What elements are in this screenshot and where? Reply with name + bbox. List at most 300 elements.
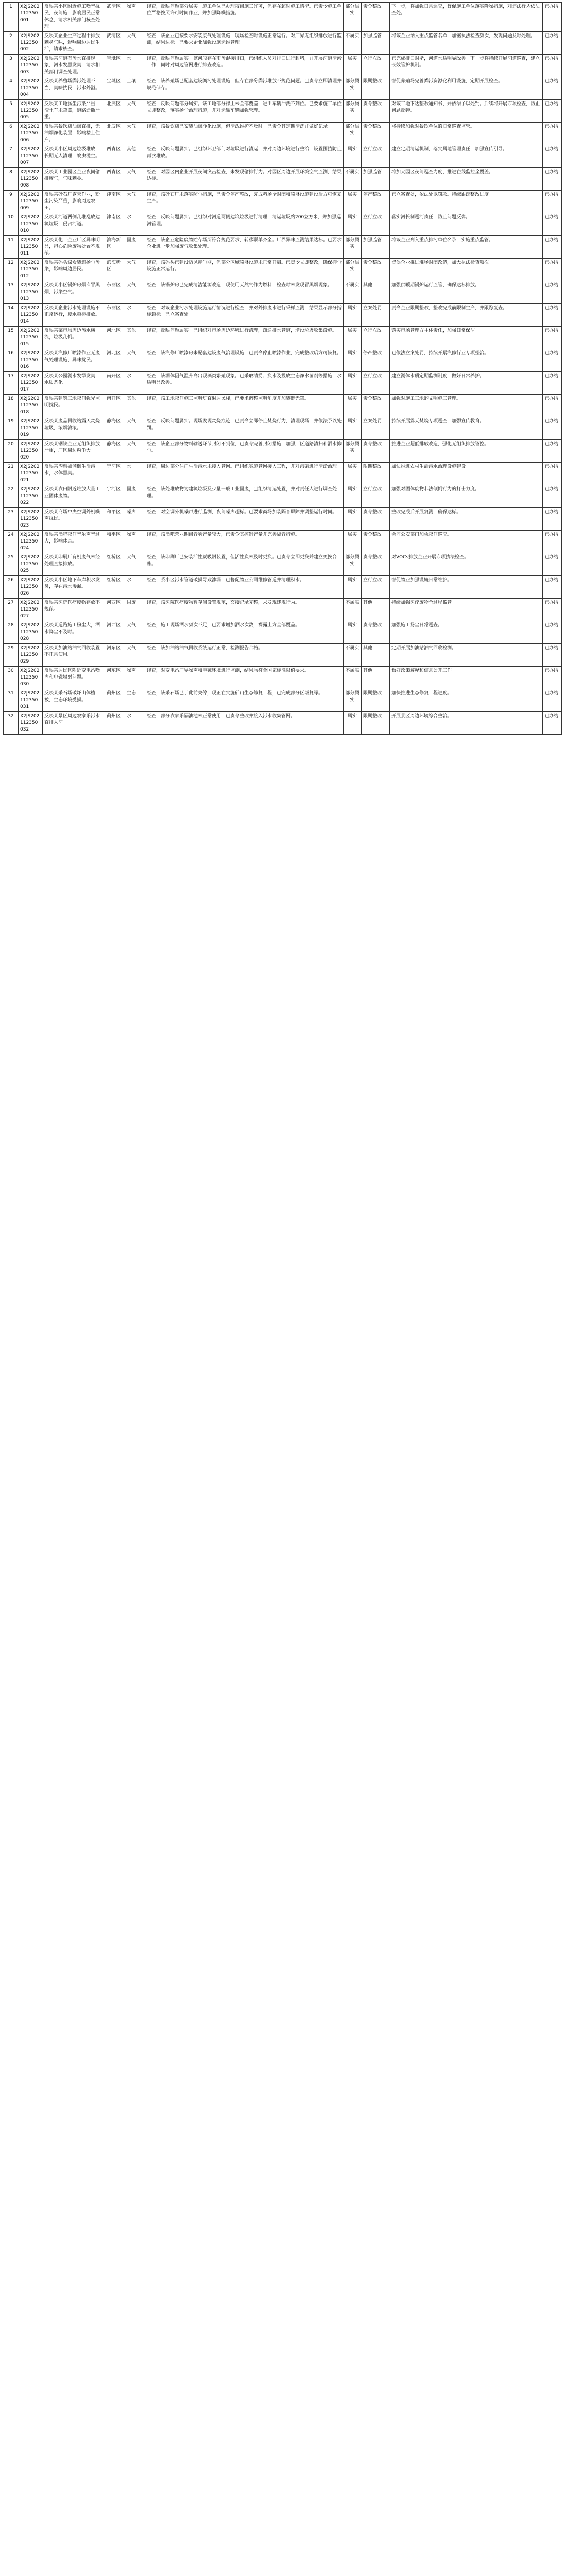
case-id: X2JS202112350020	[19, 440, 43, 463]
verification-status: 部分属实	[344, 3, 362, 32]
handling-measure: 停产整改	[362, 191, 390, 213]
investigation-result: 经查，反映问题属实。已组织环卫部门对垃圾进行清运，并对周边环境进行整治，设置围挡防止再次堆放。	[145, 145, 344, 168]
investigation-result: 经查，该处堆放物为建筑垃圾及少量一般工业固废，已组织清运处置，并对责任人进行调查处理。	[145, 485, 344, 508]
follow-up-note: 落实河长制巡河责任，防止问题反弹。	[390, 213, 543, 236]
table-row	[4, 281, 562, 304]
verification-status: 属实	[344, 145, 362, 168]
handling-measure: 立行立改	[362, 327, 390, 349]
investigation-result: 经查，该企业危险废物贮存场所符合规范要求，转移联单齐全。厂界异味监测结果达标。已要求企业进一步加强废气收集处理。	[145, 236, 344, 259]
pollution-type: 噪声	[125, 531, 145, 553]
follow-up-note: 对VOCs排放企业开展专项执法检查。	[390, 553, 543, 576]
row-number: 26	[4, 576, 19, 599]
completion-status: 已办结	[543, 349, 562, 372]
table-row	[4, 440, 562, 463]
handling-measure: 立行立改	[362, 372, 390, 395]
pollution-type: 水	[125, 463, 145, 485]
follow-up-note: 将该企业列入重点排污单位名录，实施重点监管。	[390, 236, 543, 259]
table-row	[4, 236, 562, 259]
handling-measure: 限期整改	[362, 463, 390, 485]
follow-up-note: 加强对固体废物非法倾倒行为的打击力度。	[390, 485, 543, 508]
district: 红桥区	[105, 576, 125, 599]
follow-up-note: 督促养殖场完善粪污资源化利用设施，定期开展检查。	[390, 77, 543, 100]
case-description: 反映某小区锅炉房烟囱冒黑烟，污染空气。	[43, 281, 105, 304]
table-row	[4, 304, 562, 327]
handling-measure: 责令整改	[362, 100, 390, 123]
district: 西青区	[105, 168, 125, 191]
district: 东丽区	[105, 304, 125, 327]
completion-status: 已办结	[543, 621, 562, 644]
district: 河东区	[105, 667, 125, 689]
pollution-type: 大气	[125, 621, 145, 644]
follow-up-note: 已依法立案处罚，持续开展汽修行业专项整治。	[390, 349, 543, 372]
case-id: X2JS202112350025	[19, 553, 43, 576]
district: 河北区	[105, 349, 125, 372]
investigation-result: 经查，反映问题属实。已组织对河道两侧建筑垃圾进行清理，清运垃圾约200立方米，并加强巡河管理。	[145, 213, 344, 236]
handling-measure: 责令整改	[362, 553, 390, 576]
verification-status: 不属实	[344, 667, 362, 689]
verification-status: 部分属实	[344, 259, 362, 281]
table-row	[4, 667, 562, 689]
verification-status: 属实	[344, 349, 362, 372]
case-description: 反映某印刷厂有机废气未经处理直接排放。	[43, 553, 105, 576]
follow-up-note: 责令企业限期整改，整改完成前限制生产，并跟踪复查。	[390, 304, 543, 327]
case-description: 反映某小区周边垃圾堆放，长期无人清理，蚊虫滋生。	[43, 145, 105, 168]
case-description: 反映某菜市场周边污水横流，垃圾乱倒。	[43, 327, 105, 349]
case-description: 反映某钢铁企业无组织排放严重，厂区周边粉尘大。	[43, 440, 105, 463]
handling-measure: 限期整改	[362, 77, 390, 100]
follow-up-note: 将持续加强对餐饮单位的日常巡查监管。	[390, 123, 543, 145]
pollution-type: 其他	[125, 395, 145, 417]
verification-status: 属实	[344, 508, 362, 531]
investigation-result: 经查，周边部分住户生活污水未接入管网。已组织实施管网接入工程，并对沟渠进行清淤治理。	[145, 463, 344, 485]
row-number: 8	[4, 168, 19, 191]
verification-status: 属实	[344, 372, 362, 395]
follow-up-note: 会同公安部门加强夜间巡查。	[390, 531, 543, 553]
follow-up-note: 开展景区周边环境综合整治。	[390, 712, 543, 735]
handling-measure: 责令整改	[362, 259, 390, 281]
case-description: 反映某养殖场粪污处理不当，臭味扰民，污水外溢。	[43, 77, 105, 100]
table-row	[4, 349, 562, 372]
district: 滨海新区	[105, 259, 125, 281]
case-description: 反映某工地扬尘污染严重，渣土车未苫盖，道路遗撒严重。	[43, 100, 105, 123]
district: 和平区	[105, 508, 125, 531]
row-number: 32	[4, 712, 19, 735]
table-row	[4, 32, 562, 55]
investigation-result: 经查，该餐饮店已安装油烟净化设施，但清洗维护不及时。已责令其定期清洗并做好记录。	[145, 123, 344, 145]
follow-up-note: 对该工地下达整改通知书，并依法予以处罚。后续将开展专项检查，防止问题反弹。	[390, 100, 543, 123]
case-description: 反映某农田附近堆放大量工业固体废物。	[43, 485, 105, 508]
case-id: X2JS202112350021	[19, 463, 43, 485]
case-id: X2JS202112350023	[19, 508, 43, 531]
completion-status: 已办结	[543, 417, 562, 440]
verification-status: 部分属实	[344, 100, 362, 123]
investigation-result: 经查，反映问题属实。已组织对市场周边环境进行清理，疏通排水管道，增设垃圾收集设施。	[145, 327, 344, 349]
pollution-type: 土壤	[125, 77, 145, 100]
verification-status: 部分属实	[344, 440, 362, 463]
handling-measure: 限期整改	[362, 712, 390, 735]
verification-status: 部分属实	[344, 553, 362, 576]
row-number: 6	[4, 123, 19, 145]
row-number: 11	[4, 236, 19, 259]
table-row	[4, 168, 562, 191]
district: 静海区	[105, 440, 125, 463]
case-id: X2JS202112350027	[19, 599, 43, 621]
investigation-result: 经查，该企业已按要求安装废气处理设施，现场检查时设施正常运行。对厂界无组织排放进行监测，结果达标。已要求企业加强设施运维管理。	[145, 32, 344, 55]
case-id: X2JS202112350002	[19, 32, 43, 55]
row-number: 31	[4, 689, 19, 712]
district: 武清区	[105, 32, 125, 55]
investigation-result: 经查，该企业部分物料输送环节封闭不到位，已责令完善封闭措施，加强厂区道路清扫和洒水抑尘。	[145, 440, 344, 463]
verification-status: 不属实	[344, 168, 362, 191]
follow-up-note: 将加大园区夜间巡查力度，推进在线监控全覆盖。	[390, 168, 543, 191]
case-id: X2JS202112350001	[19, 3, 43, 32]
table-row	[4, 599, 562, 621]
handling-measure: 责令整改	[362, 531, 390, 553]
row-number: 28	[4, 621, 19, 644]
pollution-type: 大气	[125, 32, 145, 55]
investigation-result: 经查，反映问题属实。该河段存在雨污混接排口，已组织人员对排口进行封堵，并开展河道清淤工作，同时对周边管网进行排查改造。	[145, 55, 344, 77]
district: 南开区	[105, 395, 125, 417]
investigation-result: 经查，对变电站厂界噪声和电磁环境进行监测，结果均符合国家标准限值要求。	[145, 667, 344, 689]
case-id: X2JS202112350011	[19, 236, 43, 259]
case-description: 反映某景区周边农家乐污水直排入河。	[43, 712, 105, 735]
follow-up-note: 已立案查处，依法处以罚款。持续跟踪整改进度。	[390, 191, 543, 213]
follow-up-note: 督促物业加强设施日常维护。	[390, 576, 543, 599]
district: 津南区	[105, 191, 125, 213]
district: 蓟州区	[105, 689, 125, 712]
case-description: 反映某加油站油气回收装置不正常使用。	[43, 644, 105, 667]
table-row	[4, 531, 562, 553]
case-description: 反映某公园湖水发绿发臭，水质恶化。	[43, 372, 105, 395]
district: 滨海新区	[105, 236, 125, 259]
pollution-type: 大气	[125, 100, 145, 123]
completion-status: 已办结	[543, 576, 562, 599]
handling-measure: 立案处罚	[362, 304, 390, 327]
completion-status: 已办结	[543, 168, 562, 191]
completion-status: 已办结	[543, 508, 562, 531]
case-description: 反映某企业污水处理设施不正常运行，废水超标排放。	[43, 304, 105, 327]
row-number: 12	[4, 259, 19, 281]
follow-up-note: 建立湖体水质定期监测制度，做好日常养护。	[390, 372, 543, 395]
case-description: 反映某酒吧夜间音乐声音过大，影响休息。	[43, 531, 105, 553]
completion-status: 已办结	[543, 463, 562, 485]
case-id: X2JS202112350031	[19, 689, 43, 712]
case-description: 反映某小区附近施工噪音扰民，夜间施工影响居民正常休息，请求相关部门核查处理。	[43, 3, 105, 32]
case-description: 反映某废品回收站露天焚烧垃圾，浓烟滚滚。	[43, 417, 105, 440]
row-number: 21	[4, 463, 19, 485]
verification-status: 属实	[344, 485, 362, 508]
pollution-type: 水	[125, 576, 145, 599]
completion-status: 已办结	[543, 304, 562, 327]
handling-measure: 责令整改	[362, 508, 390, 531]
verification-status: 部分属实	[344, 77, 362, 100]
follow-up-note: 督促企业推进堆场封闭改造，加大执法检查频次。	[390, 259, 543, 281]
verification-status: 属实	[344, 621, 362, 644]
investigation-result: 经查，该加油站油气回收系统运行正常，检测报告合格。	[145, 644, 344, 667]
pollution-type: 大气	[125, 644, 145, 667]
verification-status: 属实	[344, 712, 362, 735]
case-id: X2JS202112350024	[19, 531, 43, 553]
verification-status: 属实	[344, 213, 362, 236]
verification-status: 属实	[344, 463, 362, 485]
handling-measure: 其他	[362, 599, 390, 621]
case-description: 反映某居民区附近变电站噪声和电磁辐射问题。	[43, 667, 105, 689]
completion-status: 已办结	[543, 372, 562, 395]
row-number: 16	[4, 349, 19, 372]
handling-measure: 立行立改	[362, 213, 390, 236]
verification-status: 部分属实	[344, 236, 362, 259]
case-id: X2JS202112350022	[19, 485, 43, 508]
investigation-result: 经查，该码头已建设防风抑尘网，但部分区域喷淋设施未正常开启。已责令立即整改，确保抑尘设施正常运行。	[145, 259, 344, 281]
row-number: 14	[4, 304, 19, 327]
verification-status: 属实	[344, 531, 362, 553]
row-number: 4	[4, 77, 19, 100]
follow-up-note: 加快推进生态修复工程进度。	[390, 689, 543, 712]
table-row	[4, 644, 562, 667]
investigation-result: 经查，反映问题部分属实。施工单位已办理夜间施工许可，但存在超时施工情况。已责令施工单位严格按照许可时间作业，并加强降噪措施。	[145, 3, 344, 32]
handling-measure: 加强监管	[362, 236, 390, 259]
row-number: 17	[4, 372, 19, 395]
completion-status: 已办结	[543, 667, 562, 689]
investigation-result: 经查，施工现场洒水频次不足，已要求增加洒水次数，裸露土方全部覆盖。	[145, 621, 344, 644]
completion-status: 已办结	[543, 553, 562, 576]
investigation-result: 经查，反映问题属实。现场发现焚烧痕迹，已责令立即停止焚烧行为，清理现场，并依法予以处罚。	[145, 417, 344, 440]
table-row	[4, 576, 562, 599]
completion-status: 已办结	[543, 281, 562, 304]
case-description: 反映某码头煤炭装卸扬尘污染，影响周边居民。	[43, 259, 105, 281]
table-row	[4, 191, 562, 213]
row-number: 20	[4, 440, 19, 463]
handling-measure: 其他	[362, 644, 390, 667]
verification-status: 属实	[344, 395, 362, 417]
pollution-type: 大气	[125, 123, 145, 145]
table-row	[4, 395, 562, 417]
case-description: 反映某建筑工地夜间强光照明扰民。	[43, 395, 105, 417]
row-number: 18	[4, 395, 19, 417]
completion-status: 已办结	[543, 55, 562, 77]
district: 河西区	[105, 599, 125, 621]
verification-status: 属实	[344, 191, 362, 213]
investigation-result: 经查，部分农家乐隔油池未正常使用，已责令整改并接入污水收集管网。	[145, 712, 344, 735]
table-row	[4, 463, 562, 485]
investigation-result: 经查，系小区污水管道破损导致渗漏，已督促物业公司维修管道并清理积水。	[145, 576, 344, 599]
follow-up-note: 将该企业纳入重点监管名单，加密执法检查频次，发现问题及时处理。	[390, 32, 543, 55]
row-number: 10	[4, 213, 19, 236]
table-row	[4, 485, 562, 508]
pollution-type: 水	[125, 712, 145, 735]
investigation-result: 经查，该采石场已于此前关停，现正在实施矿山生态修复工程，已完成部分区域复绿。	[145, 689, 344, 712]
case-id: X2JS202112350026	[19, 576, 43, 599]
handling-measure: 立行立改	[362, 485, 390, 508]
pollution-type: 其他	[125, 327, 145, 349]
row-number: 27	[4, 599, 19, 621]
pollution-type: 噪声	[125, 667, 145, 689]
row-number: 3	[4, 55, 19, 77]
follow-up-note: 加强施工扬尘日常巡查。	[390, 621, 543, 644]
table-row	[4, 55, 562, 77]
district: 宁河区	[105, 463, 125, 485]
completion-status: 已办结	[543, 145, 562, 168]
pollution-type: 固废	[125, 485, 145, 508]
handling-measure: 责令整改	[362, 3, 390, 32]
case-description: 反映某小区地下车库积水发臭，存在污水渗漏。	[43, 576, 105, 599]
district: 和平区	[105, 531, 125, 553]
district: 武清区	[105, 3, 125, 32]
follow-up-note: 已完成排口封堵，河道水质明显改善。下一步将持续开展河道巡查，建立长效管护机制。	[390, 55, 543, 77]
handling-measure: 立案处罚	[362, 417, 390, 440]
row-number: 1	[4, 3, 19, 32]
table-row	[4, 145, 562, 168]
verification-status: 属实	[344, 55, 362, 77]
follow-up-note: 落实市场管理方主体责任，加强日常保洁。	[390, 327, 543, 349]
completion-status: 已办结	[543, 599, 562, 621]
pollution-type: 噪声	[125, 508, 145, 531]
case-description: 反映某采石场破坏山体植被，生态环境受损。	[43, 689, 105, 712]
pollution-type: 固废	[125, 599, 145, 621]
case-id: X2JS202112350005	[19, 100, 43, 123]
pollution-type: 大气	[125, 191, 145, 213]
pollution-type: 固废	[125, 236, 145, 259]
completion-status: 已办结	[543, 440, 562, 463]
verification-status: 属实	[344, 417, 362, 440]
handling-measure: 立行立改	[362, 576, 390, 599]
case-description: 反映某河道有污水直排现象，河水发黑发臭，请求相关部门调查处理。	[43, 55, 105, 77]
table-row	[4, 689, 562, 712]
table-row	[4, 77, 562, 100]
investigation-result: 经查，该汽修厂喷漆房未配套建设废气治理设施，已责令停止喷漆作业，完成整改后方可恢复。	[145, 349, 344, 372]
case-id: X2JS202112350019	[19, 417, 43, 440]
row-number: 15	[4, 327, 19, 349]
district: 静海区	[105, 417, 125, 440]
table-row	[4, 553, 562, 576]
handling-measure: 责令整改	[362, 440, 390, 463]
completion-status: 已办结	[543, 236, 562, 259]
district: 东丽区	[105, 281, 125, 304]
table-row	[4, 372, 562, 395]
row-number: 5	[4, 100, 19, 123]
pollution-type: 水	[125, 372, 145, 395]
completion-status: 已办结	[543, 327, 562, 349]
case-id: X2JS202112350015	[19, 327, 43, 349]
row-number: 22	[4, 485, 19, 508]
case-id: X2JS202112350018	[19, 395, 43, 417]
completion-status: 已办结	[543, 213, 562, 236]
row-number: 13	[4, 281, 19, 304]
handling-measure: 立行立改	[362, 55, 390, 77]
row-number: 2	[4, 32, 19, 55]
follow-up-note: 持续加强医疗废物全过程监管。	[390, 599, 543, 621]
pollution-type: 大气	[125, 281, 145, 304]
case-description: 反映某道路施工粉尘大，洒水降尘不及时。	[43, 621, 105, 644]
row-number: 7	[4, 145, 19, 168]
pollution-type: 大气	[125, 417, 145, 440]
verification-status: 不属实	[344, 644, 362, 667]
handling-measure: 停产整改	[362, 349, 390, 372]
completion-status: 已办结	[543, 644, 562, 667]
case-description: 反映某沟渠被倾倒生活污水，水体黑臭。	[43, 463, 105, 485]
completion-status: 已办结	[543, 531, 562, 553]
pollution-type: 大气	[125, 168, 145, 191]
follow-up-note: 加快推进农村生活污水治理设施建设。	[390, 463, 543, 485]
table-row	[4, 417, 562, 440]
follow-up-note: 建立定期清运机制，落实属地管理责任，加强宣传引导。	[390, 145, 543, 168]
handling-measure: 责令整改	[362, 395, 390, 417]
investigation-result: 经查，该锅炉房已完成清洁能源改造，现使用天然气作为燃料，检查时未发现冒黑烟现象。	[145, 281, 344, 304]
pollution-type: 噪声	[125, 3, 145, 32]
handling-measure: 其他	[362, 281, 390, 304]
case-description: 反映某餐饮店油烟直排，无油烟净化装置，影响楼上住户。	[43, 123, 105, 145]
table-row	[4, 621, 562, 644]
case-id: X2JS202112350010	[19, 213, 43, 236]
district: 津南区	[105, 213, 125, 236]
investigation-result: 经查，该印刷厂已安装活性炭吸附装置，但活性炭未及时更换。已责令立即更换并建立更换台账。	[145, 553, 344, 576]
completion-status: 已办结	[543, 191, 562, 213]
investigation-result: 经查，该酒吧营业期间音响音量较大，已责令其控制音量并完善隔音措施。	[145, 531, 344, 553]
pollution-type: 大气	[125, 259, 145, 281]
case-description: 反映某商场中央空调外机噪声扰民。	[43, 508, 105, 531]
handling-measure: 限期整改	[362, 689, 390, 712]
case-id: X2JS202112350032	[19, 712, 43, 735]
investigation-result: 经查，该医院医疗废物暂存间设置规范，交接记录完整，未发现违规行为。	[145, 599, 344, 621]
handling-measure: 责令整改	[362, 621, 390, 644]
district: 北辰区	[105, 123, 125, 145]
table-row	[4, 100, 562, 123]
pollution-type: 水	[125, 213, 145, 236]
row-number: 19	[4, 417, 19, 440]
follow-up-note: 做好政策解释和信息公开工作。	[390, 667, 543, 689]
follow-up-note: 加强供暖期锅炉运行监管，确保达标排放。	[390, 281, 543, 304]
verification-status: 属实	[344, 327, 362, 349]
verification-status: 不属实	[344, 281, 362, 304]
case-description: 反映某医院医疗废物存放不规范。	[43, 599, 105, 621]
pollution-type: 水	[125, 55, 145, 77]
case-description: 反映某化工企业厂区异味明显，担心危险废物处置不规范。	[43, 236, 105, 259]
table-body	[4, 3, 562, 735]
district: 西青区	[105, 145, 125, 168]
district: 河东区	[105, 644, 125, 667]
case-description: 反映某工业园区企业夜间偷排废气，气味刺鼻。	[43, 168, 105, 191]
investigation-result: 经查，该砂石厂未落实防尘措施，已责令停产整改，完成料场全封闭和喷淋设施建设后方可恢复生产。	[145, 191, 344, 213]
pollution-type: 生态	[125, 689, 145, 712]
case-id: X2JS202112350008	[19, 168, 43, 191]
row-number: 29	[4, 644, 19, 667]
completion-status: 已办结	[543, 123, 562, 145]
district: 宝坻区	[105, 77, 125, 100]
verification-status: 不属实	[344, 32, 362, 55]
investigation-result: 经查，对园区内企业开展夜间突击检查，未发现偷排行为。对园区周边开展环境空气监测，结果达标。	[145, 168, 344, 191]
completion-status: 已办结	[543, 77, 562, 100]
investigation-result: 经查，反映问题部分属实。该工地部分裸土未全部覆盖，进出车辆冲洗不到位。已要求施工单位立即整改，落实扬尘治理措施，并对运输车辆加强管理。	[145, 100, 344, 123]
district: 北辰区	[105, 100, 125, 123]
pollution-type: 大气	[125, 553, 145, 576]
table-row	[4, 123, 562, 145]
investigation-result: 经查，该养殖场已配套建设粪污处理设施，但存在部分粪污堆放不规范问题。已责令立即清理并规范储存。	[145, 77, 344, 100]
row-number: 30	[4, 667, 19, 689]
case-id: X2JS202112350029	[19, 644, 43, 667]
district: 蓟州区	[105, 712, 125, 735]
pollution-type: 大气	[125, 349, 145, 372]
case-id: X2JS202112350017	[19, 372, 43, 395]
pollution-type: 其他	[125, 145, 145, 168]
verification-status: 部分属实	[344, 123, 362, 145]
case-id: X2JS202112350014	[19, 304, 43, 327]
completion-status: 已办结	[543, 100, 562, 123]
petition-table	[3, 2, 562, 735]
investigation-result: 经查，该湖体因气温升高出现藻类繁殖现象。已采取清捞、换水及投放生态净水菌剂等措施，水质明显改善。	[145, 372, 344, 395]
case-id: X2JS202112350016	[19, 349, 43, 372]
district: 宁河区	[105, 485, 125, 508]
follow-up-note: 持续开展露天焚烧专项巡查，加强宣传教育。	[390, 417, 543, 440]
